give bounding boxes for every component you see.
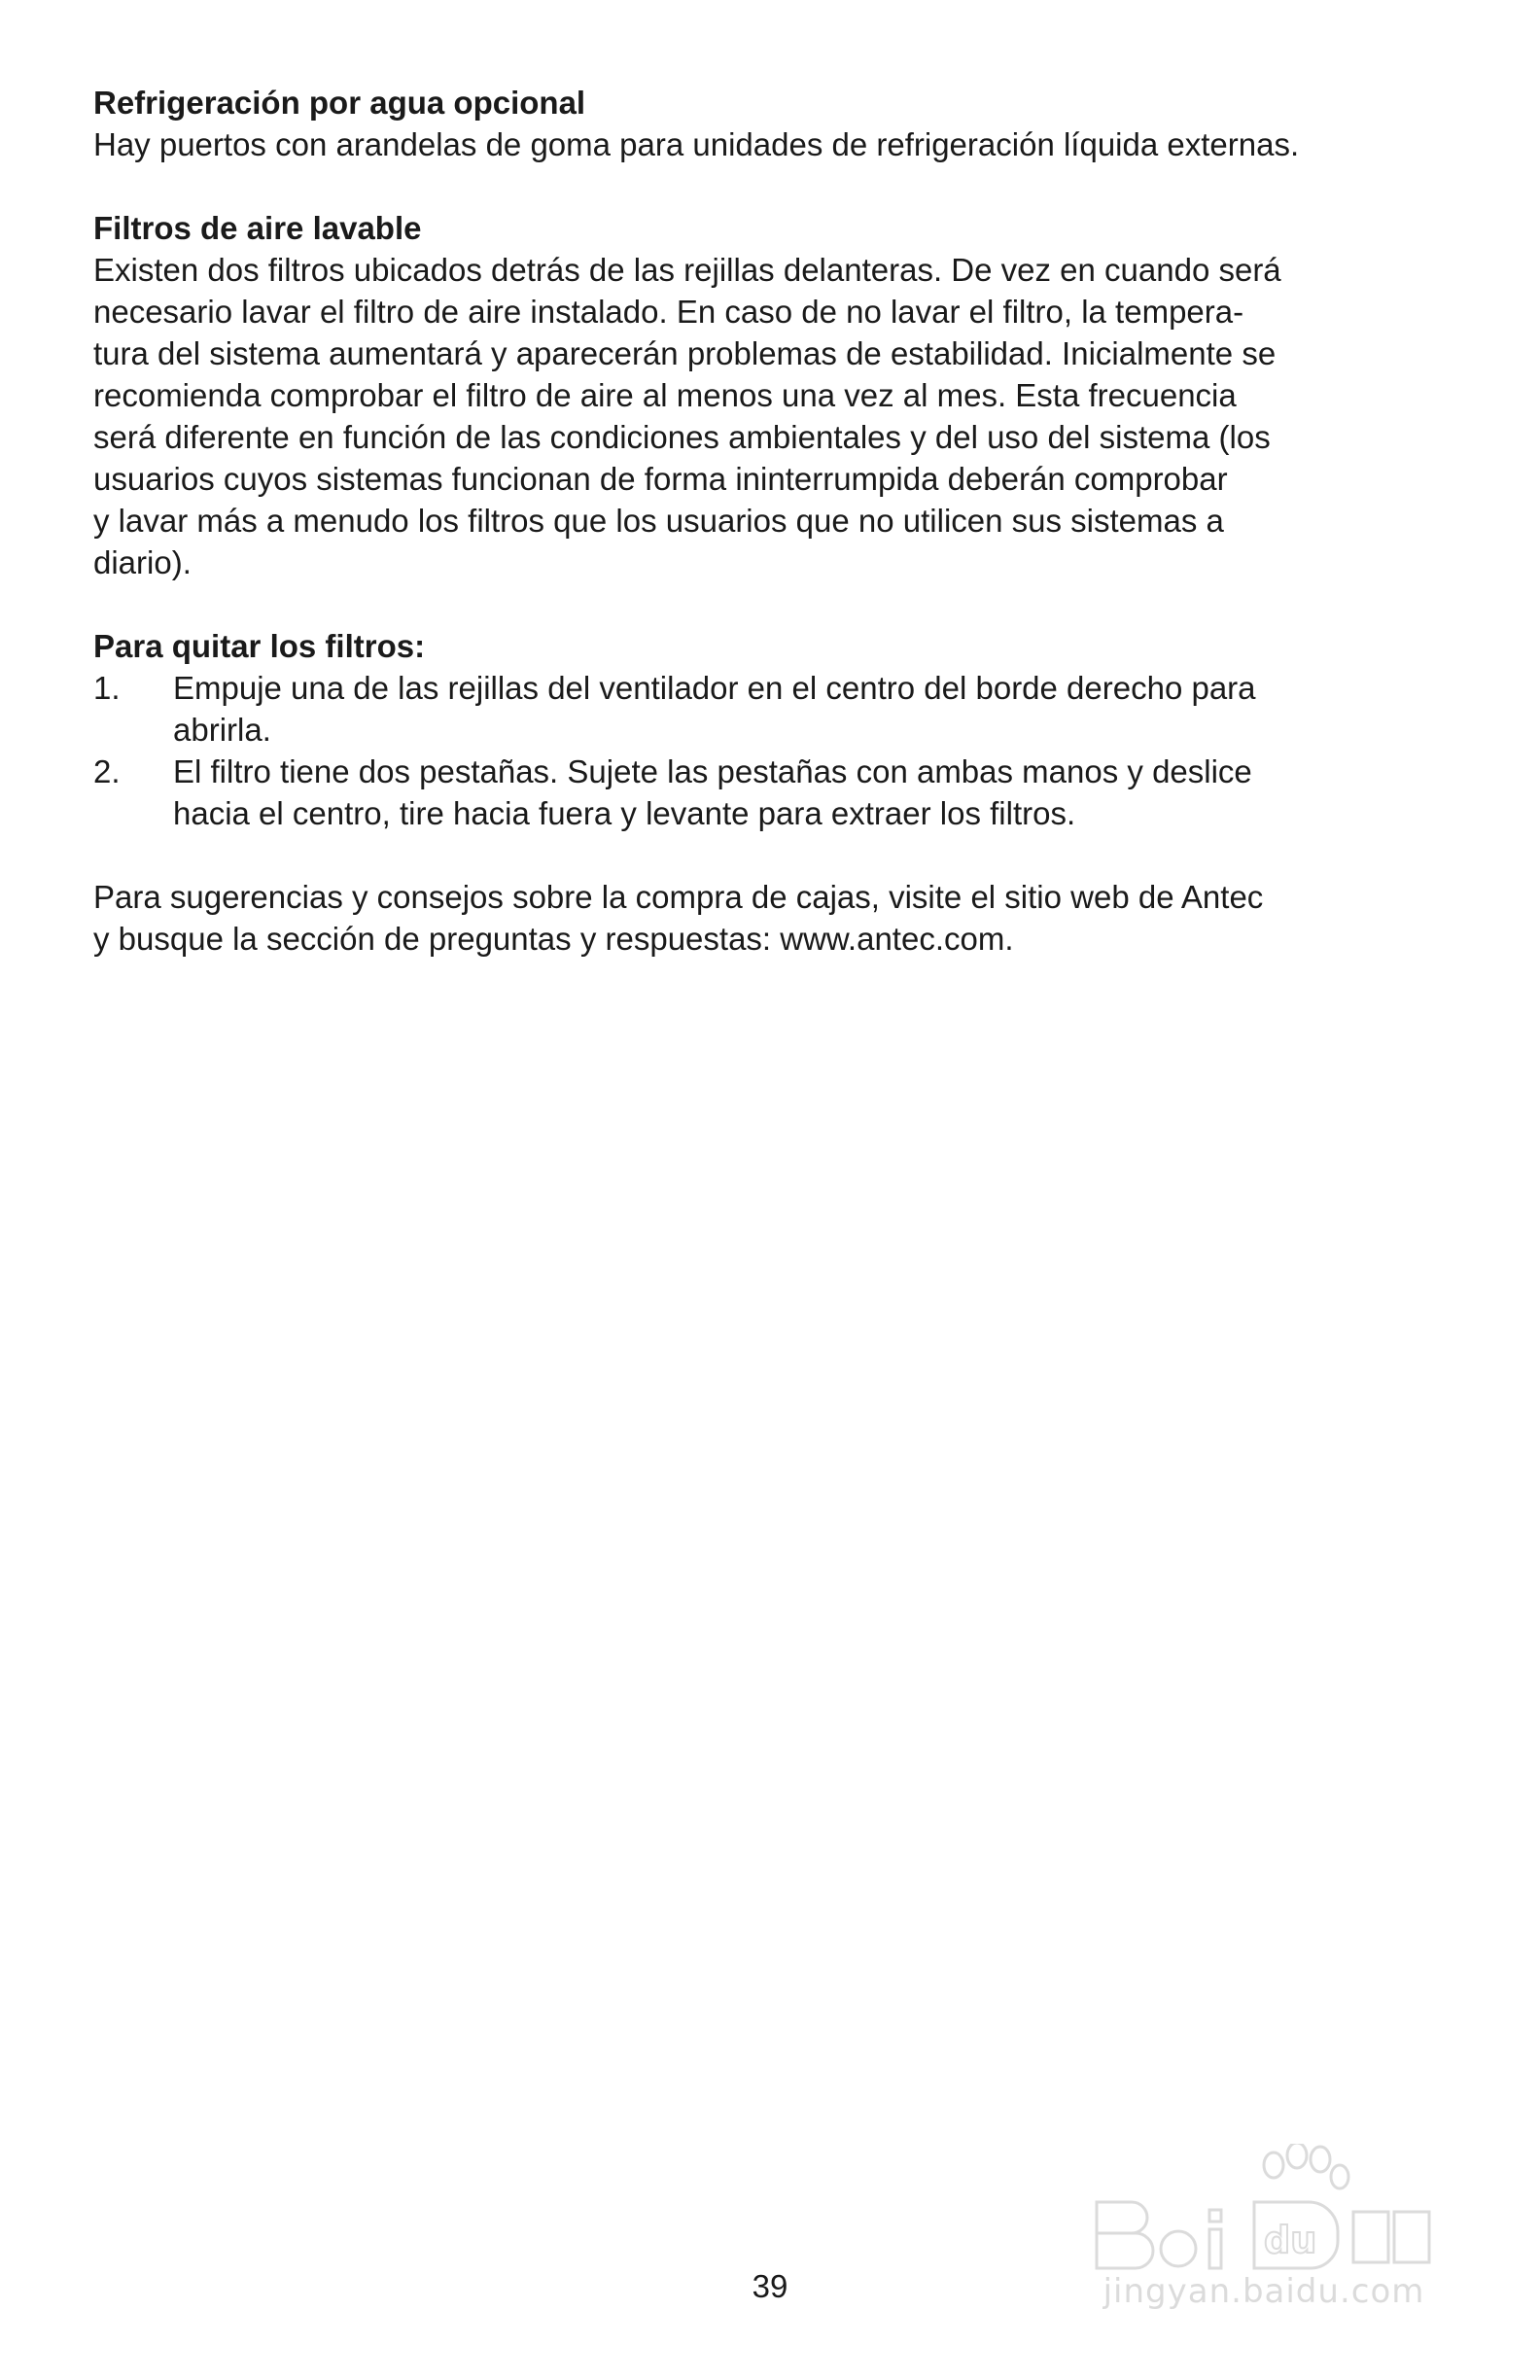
section-washable-filters — [93, 207, 1454, 583]
document-page — [93, 82, 1454, 1001]
closing-paragraph — [93, 876, 1454, 960]
page-number: 39 — [752, 2268, 788, 2304]
section-closing — [93, 876, 1454, 960]
body-line: Existen dos filtros ubicados detrás de las rejillas delanteras. De vez en cuando será — [93, 252, 1281, 288]
body-line: usuarios cuyos sistemas funcionan de forma ininterrumpida deberán comprobar — [93, 461, 1228, 497]
step-line: abrirla. — [173, 712, 271, 748]
body-line: Para sugerencias y consejos sobre la compra de cajas, visite el sitio web de Antec — [93, 879, 1264, 915]
step-number: 2. — [93, 753, 121, 789]
svg-text:du: du — [1264, 2219, 1317, 2261]
body-line: necesario lavar el filtro de aire instalado. En caso de no lavar el filtro, la tempera- — [93, 294, 1244, 330]
list-item — [93, 751, 1454, 834]
section-heading: Filtros de aire lavable — [93, 210, 422, 246]
section-body — [93, 249, 1454, 583]
body-line: tura del sistema aumentará y aparecerán problemas de estabilidad. Inicialmente se — [93, 335, 1277, 371]
section-water-cooling — [93, 82, 1454, 165]
body-line: diario). — [93, 544, 192, 580]
step-line: hacia el centro, tire hacia fuera y levante para extraer los filtros. — [173, 795, 1076, 831]
body-line: será diferente en función de las condiciones ambientales y del uso del sistema (los — [93, 419, 1271, 455]
baidu-paw-logo-icon — [1089, 2144, 1439, 2270]
section-remove-filters — [93, 625, 1454, 834]
step-number: 1. — [93, 670, 121, 706]
body-line: Hay puertos con arandelas de goma para unidades de refrigeración líquida externas. — [93, 126, 1300, 162]
section-heading: Para quitar los filtros: — [93, 628, 426, 664]
list-item — [93, 667, 1454, 751]
step-line: Empuje una de las rejillas del ventilador en el centro del borde derecho para — [173, 670, 1256, 706]
body-line: y busque la sección de preguntas y respuestas: www.antec.com. — [93, 921, 1014, 957]
body-line: recomienda comprobar el filtro de aire al menos una vez al mes. Esta frecuencia — [93, 377, 1237, 413]
steps-list — [93, 667, 1454, 834]
body-line: y lavar más a menudo los filtros que los usuarios que no utilicen sus sistemas a — [93, 503, 1224, 539]
section-heading: Refrigeración por agua opcional — [93, 85, 586, 121]
watermark-url: jingyan.baidu.com — [1102, 2272, 1425, 2311]
section-body — [93, 123, 1454, 165]
step-line: El filtro tiene dos pestañas. Sujete las pestañas con ambas manos y deslice — [173, 753, 1252, 789]
